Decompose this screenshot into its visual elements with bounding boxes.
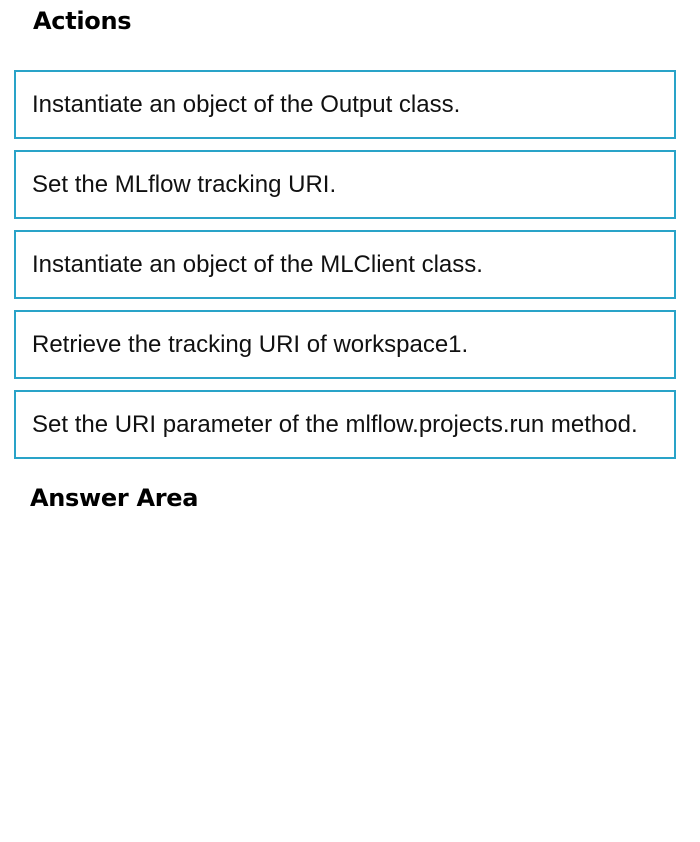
answer-area-drop-zone[interactable] [14, 520, 676, 820]
actions-list [14, 70, 676, 459]
action-item-label: Instantiate an object of the MLClient class. [32, 250, 483, 278]
action-item-label: Set the MLflow tracking URI. [32, 170, 337, 198]
answer-area-heading: Answer Area [30, 484, 199, 512]
action-item-set-uri-parameter[interactable] [14, 390, 676, 459]
action-item-retrieve-tracking-uri[interactable] [14, 310, 676, 379]
action-item-label: Instantiate an object of the Output class. [32, 90, 461, 118]
action-item-label: Retrieve the tracking URI of workspace1. [32, 330, 469, 358]
actions-heading: Actions [33, 7, 132, 35]
action-item-instantiate-mlclient[interactable] [14, 230, 676, 299]
action-item-label: Set the URI parameter of the mlflow.projects.run method. [32, 411, 638, 438]
action-item-instantiate-output[interactable] [14, 70, 676, 139]
action-item-set-tracking-uri[interactable] [14, 150, 676, 219]
